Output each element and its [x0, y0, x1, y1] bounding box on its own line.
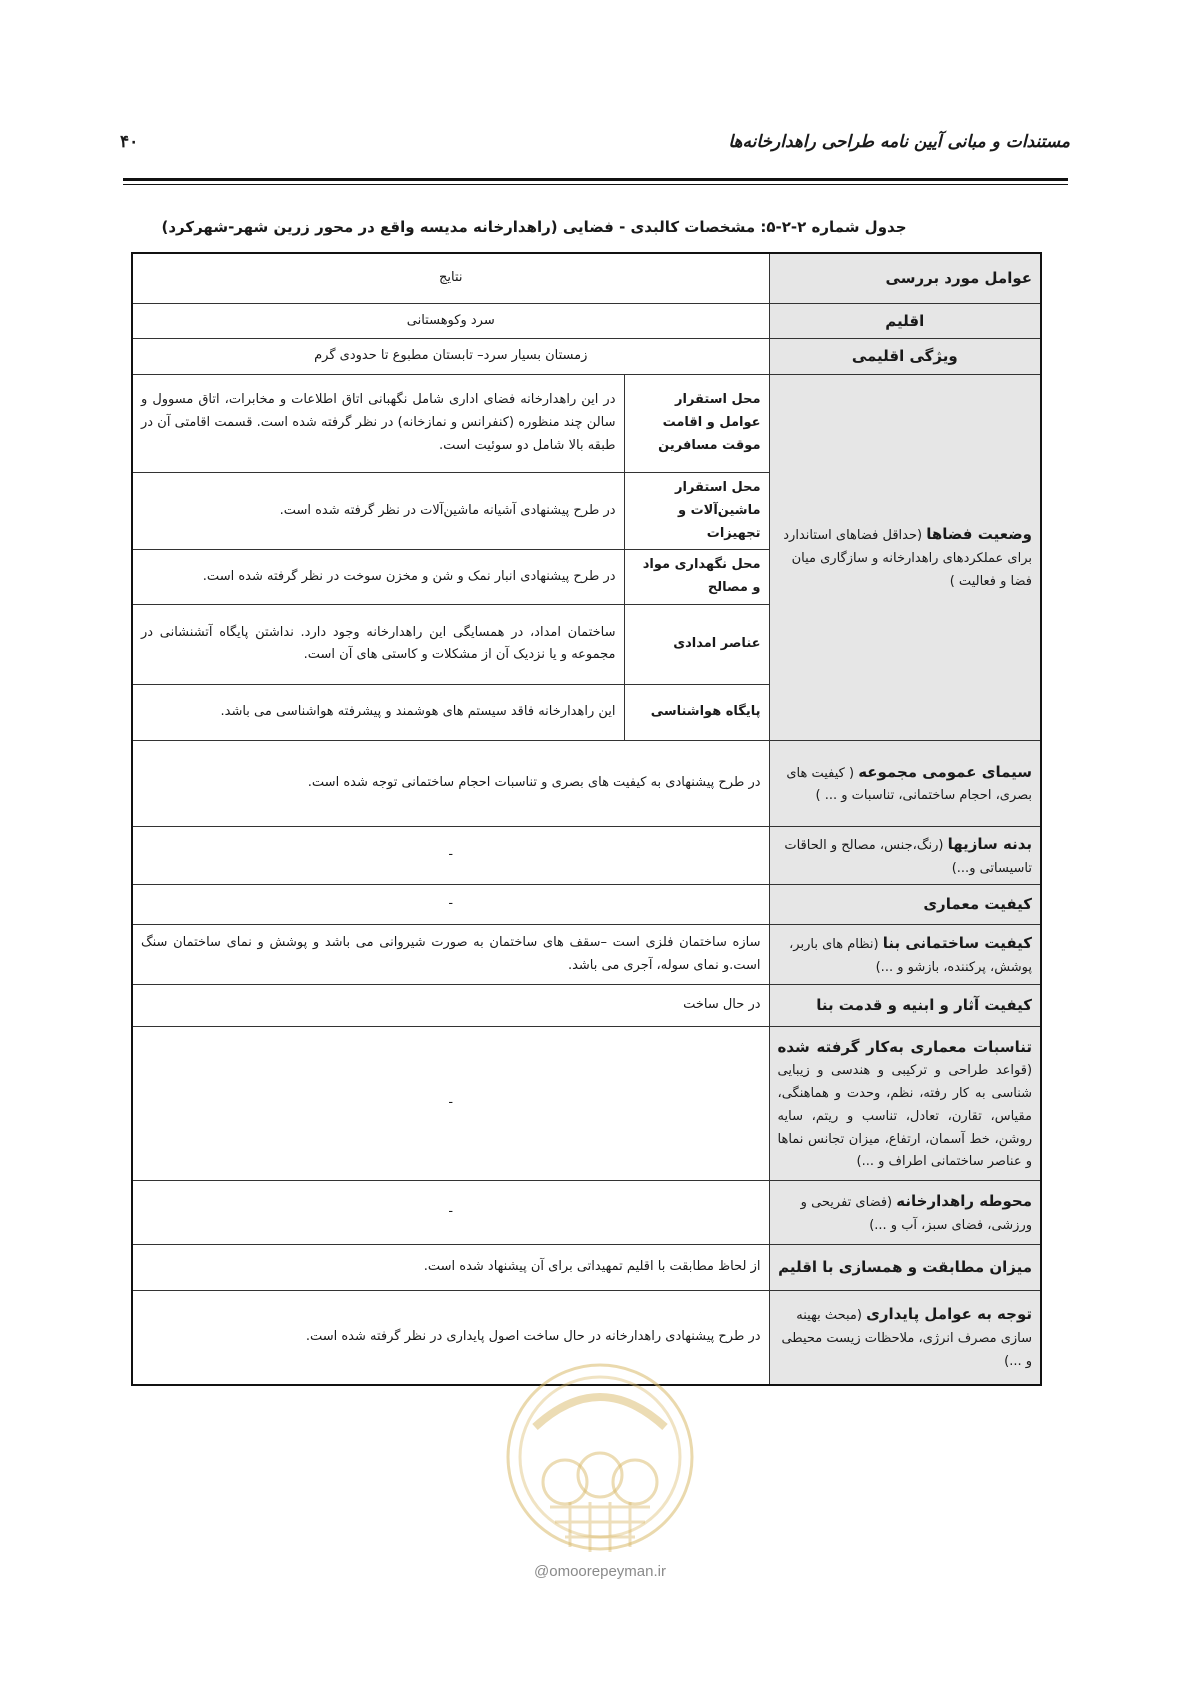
result-cell: از لحاظ مطابقت با اقلیم تمهیداتی برای آن پیشنهاد شده است.: [132, 1245, 769, 1291]
category-cell: کیفیت آثار و ابنیه و قدمت بنا: [769, 985, 1041, 1027]
watermark-url: @omoorepeyman.ir: [534, 1563, 666, 1580]
result-cell: -: [132, 1027, 769, 1181]
result-cell: -: [132, 885, 769, 925]
page-number: ۴۰: [120, 132, 139, 152]
table-caption: جدول شماره ۲-۲-۵: مشخصات کالبدی - فضایی (راهدارخانه مدیسه واقع در محور زرین شهر-شهرکرد): [161, 218, 907, 236]
header-result-cell: نتایج: [132, 253, 769, 303]
result-cell: در این راهدارخانه فضای اداری شامل نگهبانی اتاق اطلاعات و مخابرات، اتاق مسوول و سالن چند منظوره (کنفرانس و نمازخانه) در نظر گرفته شده است. قسمت اقامتی آن در طبقه بالا شامل دو سوئیت است.: [132, 375, 624, 473]
header-category-cell: عوامل مورد بررسی: [769, 253, 1041, 303]
table-row: [132, 1181, 1041, 1245]
category-cell: محوطه راهدارخانه (فضای تفریحی و ورزشی، فضای سبز، آب و ...): [769, 1181, 1041, 1245]
watermark-logo-graphic: [508, 1365, 692, 1552]
category-cell: میزان مطابقت و همسازی با اقلیم: [769, 1245, 1041, 1291]
result-cell: سازه ساختمان فلزی است –سقف های ساختمان به صورت شیروانی می باشد و پوشش و نمای ساختمان سنگ است.و نمای سوله، آجری می باشد.: [132, 925, 769, 985]
result-cell: -: [132, 826, 769, 885]
watermark-stamp: [495, 1357, 705, 1557]
category-cell: بدنه سازیها (رنگ،جنس، مصالح و الحاقات تاسیساتی و...): [769, 826, 1041, 885]
page-header: [120, 130, 1070, 158]
table-row: [132, 1027, 1041, 1181]
table-row: [132, 925, 1041, 985]
category-cell: توجه به عوامل پایداری (مبحث بهینه سازی مصرف انرژی، ملاحظات زیست محیطی و ...): [769, 1291, 1041, 1385]
category-cell: ویژگی اقلیمی: [769, 339, 1041, 375]
result-cell: در طرح پیشنهادی آشیانه ماشین‌آلات در نظر گرفته شده است.: [132, 473, 624, 550]
result-cell: این راهدارخانه فاقد سیستم های هوشمند و پیشرفته هواشناسی می باشد.: [132, 684, 624, 740]
running-title: مستندات و مبانی آیین نامه طراحی راهدارخانه‌ها: [728, 132, 1070, 152]
table-row: [132, 339, 1041, 375]
result-cell: سرد وکوهستانی: [132, 303, 769, 339]
subcategory-cell: محل استقرار عوامل و اقامت موقت مسافرین: [624, 375, 769, 473]
subcategory-cell: پایگاه هواشناسی: [624, 684, 769, 740]
header-rule-thick: [123, 178, 1068, 181]
category-cell: سیمای عمومی مجموعه ( کیفیت های بصری، احجام ساختمانی، تناسبات و ... ): [769, 740, 1041, 826]
category-cell: کیفیت معماری: [769, 885, 1041, 925]
table-row: [132, 375, 1041, 473]
table-row: [132, 826, 1041, 885]
category-cell: کیفیت ساختمانی بنا (نظام های باربر، پوشش، پرکننده، بازشو و ...): [769, 925, 1041, 985]
category-cell: اقلیم: [769, 303, 1041, 339]
subcategory-cell: عناصر امدادی: [624, 604, 769, 684]
table-row: [132, 303, 1041, 339]
subcategory-cell: محل نگهداری مواد و مصالح: [624, 550, 769, 605]
category-cell: تناسبات معماری به‌کار گرفته شده (قواعد طراحی و ترکیبی و هندسی و زیبایی شناسی به کار رفته، نظم، وحدت و هماهنگی، مقیاس، تقارن، تعادل، تناسب و ریتم، سایه روشن، خط آسمان، ارتفاع، میزان تجانس نماها و عناصر ساختمانی اطراف و ...): [769, 1027, 1041, 1181]
category-cell: وضعیت فضاها (حداقل فضاهای استاندارد برای عملکردهای راهدارخانه و سازگاری میان فضا و فعالیت ): [769, 375, 1041, 741]
result-cell: در طرح پیشنهادی انبار نمک و شن و مخزن سوخت در نظر گرفته شده است.: [132, 550, 624, 605]
result-cell: در حال ساخت: [132, 985, 769, 1027]
table-row: [132, 885, 1041, 925]
subcategory-cell: محل استقرار ماشین‌آلات و تجهیزات: [624, 473, 769, 550]
table-row: [132, 985, 1041, 1027]
result-cell: در طرح پیشنهادی راهدارخانه در حال ساخت اصول پایداری در نظر گرفته شده است.: [132, 1291, 769, 1385]
result-cell: -: [132, 1181, 769, 1245]
result-cell: ساختمان امداد، در همسایگی این راهدارخانه وجود دارد. نداشتن پایگاه آتشنشانی در مجموعه و یا نزدیک آن از مشکلات و کاستی های آن است.: [132, 604, 624, 684]
result-cell: زمستان بسیار سرد– تابستان مطبوع تا حدودی گرم: [132, 339, 769, 375]
table-header-row: [132, 253, 1041, 303]
result-cell: در طرح پیشنهادی به کیفیت های بصری و تناسبات احجام ساختمانی توجه شده است.: [132, 740, 769, 826]
specifications-table: [131, 252, 1042, 1386]
table-row: [132, 740, 1041, 826]
header-rule-thin: [123, 184, 1068, 185]
table-row: [132, 1245, 1041, 1291]
